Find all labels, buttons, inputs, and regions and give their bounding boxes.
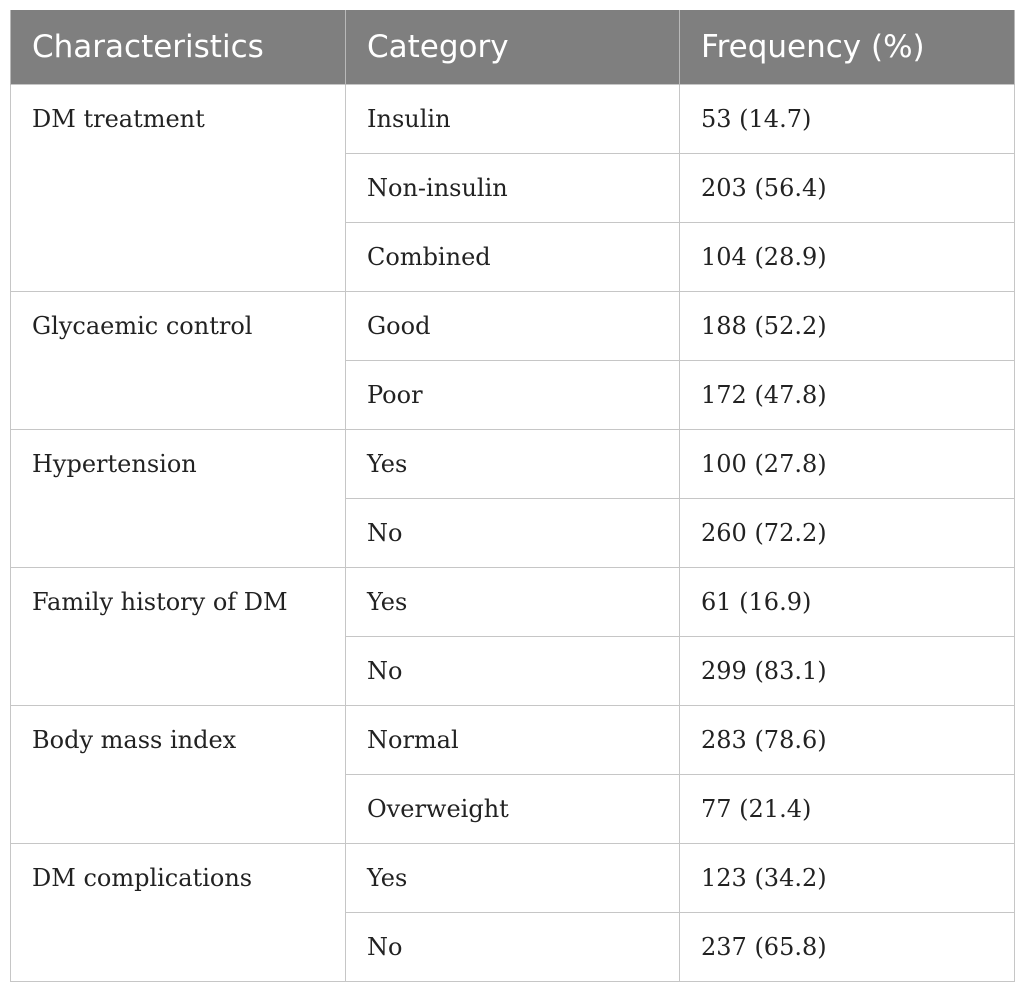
category-cell: Non-insulin xyxy=(346,153,680,222)
table-header xyxy=(11,10,1015,84)
table-row xyxy=(11,567,1015,636)
table-row xyxy=(11,705,1015,774)
category-cell: Poor xyxy=(346,360,680,429)
frequency-cell: 100 (27.8) xyxy=(680,429,1015,498)
characteristic-cell: Glycaemic control xyxy=(11,291,346,429)
category-cell: No xyxy=(346,912,680,981)
frequency-cell: 237 (65.8) xyxy=(680,912,1015,981)
table-row xyxy=(11,843,1015,912)
category-cell: Insulin xyxy=(346,84,680,153)
category-cell: Yes xyxy=(346,567,680,636)
category-cell: Overweight xyxy=(346,774,680,843)
characteristic-cell: DM treatment xyxy=(11,84,346,291)
header-frequency: Frequency (%) xyxy=(680,10,1015,84)
header-characteristics: Characteristics xyxy=(11,10,346,84)
category-cell: Good xyxy=(346,291,680,360)
category-cell: Normal xyxy=(346,705,680,774)
frequency-cell: 77 (21.4) xyxy=(680,774,1015,843)
table-body xyxy=(11,84,1015,981)
category-cell: No xyxy=(346,636,680,705)
header-row xyxy=(11,10,1015,84)
characteristic-cell: Hypertension xyxy=(11,429,346,567)
table-row xyxy=(11,84,1015,153)
frequency-cell: 104 (28.9) xyxy=(680,222,1015,291)
characteristics-table xyxy=(10,10,1015,982)
characteristic-cell: DM complications xyxy=(11,843,346,981)
frequency-cell: 188 (52.2) xyxy=(680,291,1015,360)
frequency-cell: 123 (34.2) xyxy=(680,843,1015,912)
category-cell: Combined xyxy=(346,222,680,291)
frequency-cell: 299 (83.1) xyxy=(680,636,1015,705)
category-cell: No xyxy=(346,498,680,567)
header-category: Category xyxy=(346,10,680,84)
category-cell: Yes xyxy=(346,843,680,912)
frequency-cell: 172 (47.8) xyxy=(680,360,1015,429)
table-row xyxy=(11,429,1015,498)
frequency-cell: 283 (78.6) xyxy=(680,705,1015,774)
table-row xyxy=(11,291,1015,360)
characteristic-cell: Body mass index xyxy=(11,705,346,843)
category-cell: Yes xyxy=(346,429,680,498)
frequency-cell: 260 (72.2) xyxy=(680,498,1015,567)
frequency-cell: 61 (16.9) xyxy=(680,567,1015,636)
frequency-cell: 53 (14.7) xyxy=(680,84,1015,153)
characteristic-cell: Family history of DM xyxy=(11,567,346,705)
frequency-cell: 203 (56.4) xyxy=(680,153,1015,222)
characteristics-table-container xyxy=(10,10,1014,982)
